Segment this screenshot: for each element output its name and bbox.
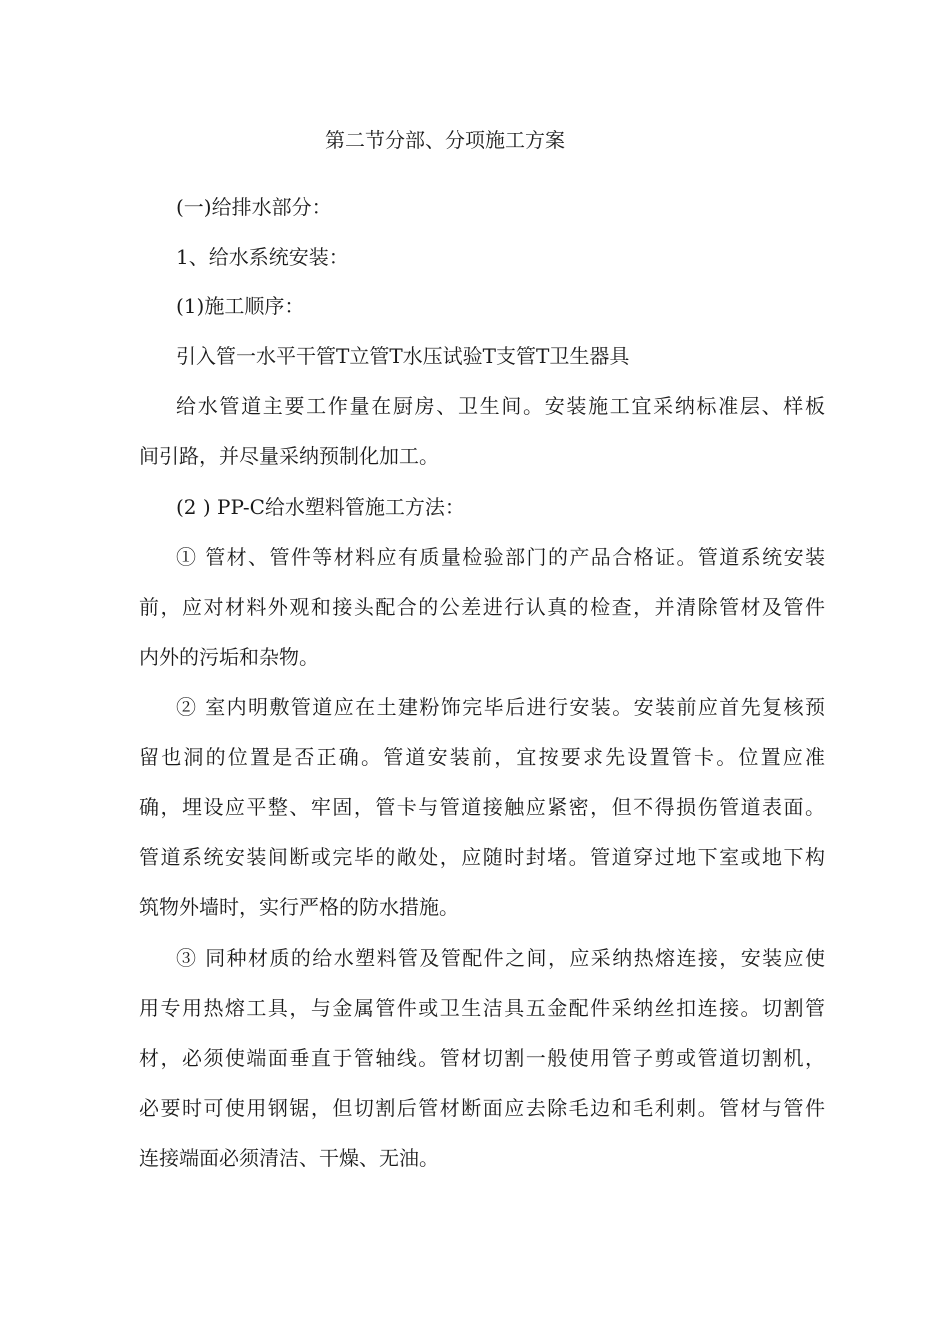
paragraph-line: 给水管道主要工作量在厨房、卫生间。安装施工宜采纳标准层、样板 xyxy=(176,394,825,418)
paragraph-line: 管道系统安装间断或完毕的敞处，应随时封堵。管道穿过地下室或地下构 xyxy=(139,845,825,869)
paragraph-line: 筑物外墙时，实行严格的防水措施。 xyxy=(139,895,459,919)
paragraph-line: 确，埋设应平整、牢固，管卡与管道接触应紧密，但不得损伤管道表面。 xyxy=(139,795,825,819)
paragraph-line: ③ 同种材质的给水塑料管及管配件之间，应采纳热熔连接，安装应使 xyxy=(176,946,825,970)
paragraph-line: 连接端面必须清洁、干燥、无油。 xyxy=(139,1146,439,1170)
paragraph-line: ① 管材、管件等材料应有质量检验部门的产品合格证。管道系统安装 xyxy=(176,545,825,569)
paragraph-line: 用专用热熔工具，与金属管件或卫生洁具五金配件采纳丝扣连接。切割管 xyxy=(139,996,825,1020)
section-title: 第二节分部、分项施工方案 xyxy=(325,128,565,152)
paragraph-line: 留也洞的位置是否正确。管道安装前，宜按要求先设置管卡。位置应准 xyxy=(139,745,825,769)
heading-plumbing: (一)给排水部分： xyxy=(176,195,332,219)
heading-ppc-method: (2 ) PP-C给水塑料管施工方法： xyxy=(176,495,465,519)
paragraph-line: 前，应对材料外观和接头配合的公差进行认真的检查，并清除管材及管件 xyxy=(139,595,825,619)
paragraph-line: 材，必须使端面垂直于管轴线。管材切割一般使用管子剪或管道切割机， xyxy=(139,1046,825,1070)
heading-water-supply: 1、给水系统安装： xyxy=(176,245,349,269)
paragraph-line: 间引路，并尽量采纳预制化加工。 xyxy=(139,444,439,468)
paragraph-line: 必要时可使用钢锯，但切割后管材断面应去除毛边和毛利刺。管材与管件 xyxy=(139,1096,825,1120)
paragraph-line: 内外的污垢和杂物。 xyxy=(139,645,319,669)
heading-construction-order: (1)施工顺序： xyxy=(176,294,305,318)
paragraph-line: ② 室内明敷管道应在土建粉饰完毕后进行安装。安装前应首先复核预 xyxy=(176,695,825,719)
construction-sequence: 引入管一水平干管T立管T水压试验T支管T卫生器具 xyxy=(176,344,630,368)
